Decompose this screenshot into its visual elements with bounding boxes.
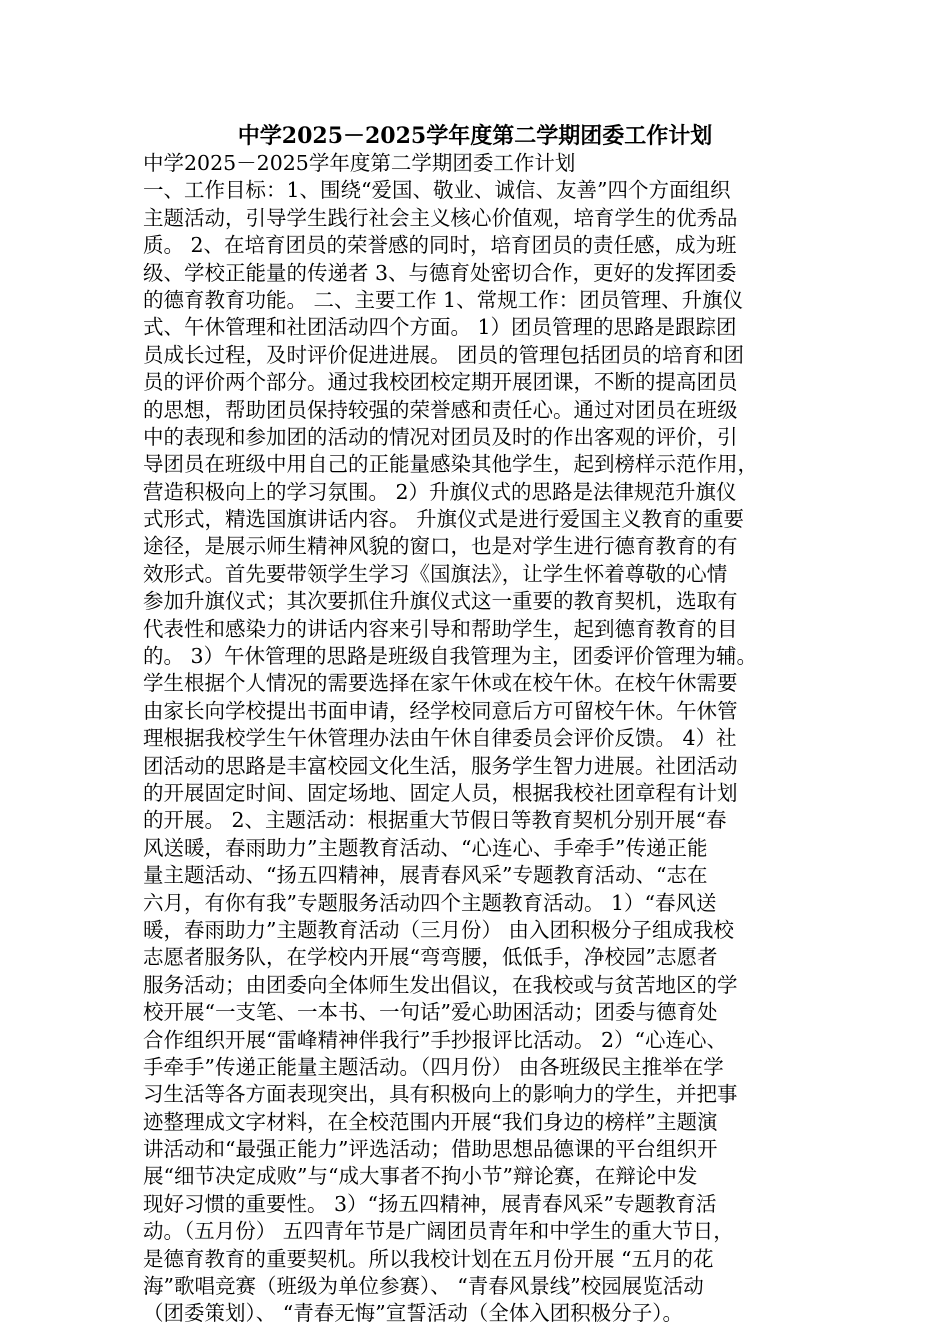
body-text-line: 由家长向学校提出书面申请，经学校同意后方可留校午休。午休管	[143, 698, 738, 723]
body-text-line: 的思想，帮助团员保持较强的荣誉感和责任心。通过对团员在班级	[143, 397, 738, 422]
body-text-line: 代表性和感染力的讲话内容来引导和帮助学生，起到德育教育的目	[143, 616, 738, 641]
body-text-line: 级、学校正能量的传递者 3、与德育处密切合作，更好的发挥团委	[143, 260, 737, 285]
body-text-line: 式、午休管理和社团活动四个方面。 1）团员管理的思路是跟踪团	[143, 315, 737, 340]
document-title: 中学2025－2025学年度第二学期团委工作计划	[237, 123, 713, 149]
body-text-line: 讲活动和“最强正能力”评选活动；借助思想品德课的平台组织开	[143, 1137, 718, 1162]
body-text-line: 的。 3）午休管理的思路是班级自我管理为主，团委评价管理为辅。	[143, 644, 758, 669]
body-text-line: 主题活动，引导学生践行社会主义核心价值观，培育学生的优秀品	[143, 205, 738, 230]
body-text-line: 营造积极向上的学习氛围。 2）升旗仪式的思路是法律规范升旗仪	[143, 479, 737, 504]
body-text-line: 的开展固定时间、固定场地、固定人员，根据我校社团章程有计划	[143, 780, 738, 805]
body-text-line: 员的评价两个部分。通过我校团校定期开展团课，不断的提高团员	[143, 370, 738, 395]
body-text-line: 参加升旗仪式；其次要抓住升旗仪式这一重要的教育契机，选取有	[143, 589, 738, 614]
body-text-line: 迹整理成文字材料，在全校范围内开展“我们身边的榜样”主题演	[143, 1109, 718, 1134]
body-text-line: 习生活等各方面表现突出，具有积极向上的影响力的学生，并把事	[143, 1082, 738, 1107]
body-text-line: 团活动的思路是丰富校园文化生活，服务学生智力进展。社团活动	[143, 753, 738, 778]
body-text-line: 一、工作目标：1、围绕“爱国、敬业、诚信、友善”四个方面组织	[143, 178, 731, 203]
body-text-line: 现好习惯的重要性。 3）“扬五四精神，展青春风采”专题教育活	[143, 1191, 717, 1216]
body-text-line: 动。（五月份） 五四青年节是广阔团员青年和中学生的重大节日，	[143, 1219, 734, 1244]
body-text-line: 的德育教育功能。 二、主要工作 1、常规工作：团员管理、升旗仪	[143, 287, 744, 312]
body-text-line: 服务活动；由团委向全体师生发出倡议，在我校或与贫苦地区的学	[143, 972, 738, 997]
body-text-line: 理根据我校学生午休管理办法由午休自律委员会评价反馈。 4）社	[143, 726, 737, 751]
body-text-line: （团委策划）、 “青春无悔”宣誓活动（全体入团积极分子）。	[143, 1301, 683, 1326]
body-text-line: 校开展“一支笔、一本书、一句话”爱心助困活动；团委与德育处	[143, 1000, 718, 1025]
body-text-line: 海”歌唱竞赛（班级为单位参赛）、 “青春风景线”校园展览活动	[143, 1274, 704, 1299]
body-text-line: 导团员在班级中用自己的正能量感染其他学生，起到榜样示范作用，	[143, 452, 758, 477]
body-text-line: 六月，有你有我”专题服务活动四个主题教育活动。 1）“春风送	[143, 890, 717, 915]
body-text-line: 中的表现和参加团的活动的情况对团员及时的作出客观的评价，引	[143, 424, 738, 449]
body-text-line: 手牵手”传递正能量主题活动。（四月份） 由各班级民主推举在学	[143, 1054, 724, 1079]
body-text-line: 的开展。 2、主题活动：根据重大节假日等教育契机分别开展“春	[143, 808, 727, 833]
body-text-line: 合作组织开展“雷峰精神伴我行”手抄报评比活动。 2）“心连心、	[143, 1027, 727, 1052]
body-text-line: 学生根据个人情况的需要选择在家午休或在校午休。在校午休需要	[143, 671, 738, 696]
body-text-line: 志愿者服务队，在学校内开展“弯弯腰，低低手，净校园”志愿者	[143, 945, 718, 970]
body-text-line: 途径，是展示师生精神风貌的窗口，也是对学生进行德育教育的有	[143, 534, 738, 559]
body-text-line: 风送暖，春雨助力”主题教育活动、“心连心、手牵手”传递正能	[143, 835, 708, 860]
body-text-line: 是德育教育的重要契机。所以我校计划在五月份开展 “五月的花	[143, 1246, 714, 1271]
body-text-line: 展“细节决定成败”与“成大事者不拘小节”辩论赛，在辩论中发	[143, 1164, 698, 1189]
body-text-line: 员成长过程，及时评价促进进展。 团员的管理包括团员的培育和团	[143, 342, 745, 367]
body-text-line: 中学2025－2025学年度第二学期团委工作计划	[143, 151, 576, 175]
body-text-line: 暖，春雨助力”主题教育活动（三月份） 由入团积极分子组成我校	[143, 917, 734, 942]
document-body	[143, 150, 808, 1328]
body-text-line: 量主题活动、“扬五四精神，展青春风采”专题教育活动、“志在	[143, 863, 708, 888]
body-text-line: 质。 2、在培育团员的荣誉感的同时，培育团员的责任感，成为班	[143, 233, 737, 258]
body-text-line: 效形式。首先要带领学生学习《国旗法》，让学生怀着尊敬的心情	[143, 561, 728, 586]
body-text-line: 式形式，精选国旗讲话内容。 升旗仪式是进行爱国主义教育的重要	[143, 507, 745, 532]
